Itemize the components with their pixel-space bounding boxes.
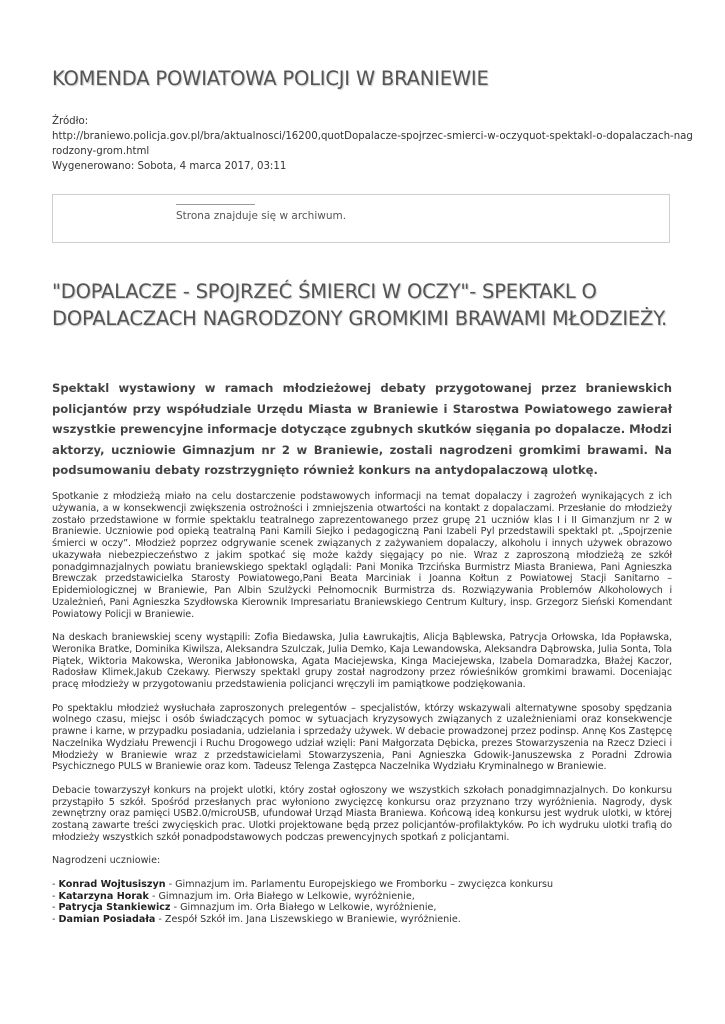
- article-lead: Spektakl wystawiony w ramach młodzieżowej debaty przygotowanej przez braniewskich policjantów przy współudziale Urzędu Miasta w Braniewie i Starostwa Powiatowego zawierał wszystkie prewencyjne informacje dotyczące zgubnych skutków sięgania po dopalacze. Młodzi aktorzy, uczniowie Gimnazjum nr 2 w Braniewie, zostali nagrodzeni gromkimi brawami. Na podsumowaniu debaty rozstrzygnięto również konkurs na antydopalaczową ulotkę.: [52, 381, 672, 477]
- archive-notice-box: [52, 194, 670, 243]
- award-detail: - Gimnazjum im. Orła Białego w Lelkowie, wyróżnienie,: [170, 902, 437, 914]
- award-name: Damian Posiadała: [58, 914, 156, 925]
- body-paragraph: Po spektaklu młodzież wysłuchała zaproszonych prelegentów – specjalistów, którzy wskazywali alternatywne sposoby spędzania wolnego czasu, miejsc i osób świadczących pomoc w sytuacjach kryzysowych związanych z uzależnieniami oraz konsekwencje prawne i karne, w przypadku posiadania, udzielania i sprzedaży używek. W debacie prowadzonej przez podinsp. Annę Kos Zastępcę Naczelnika Wydziału Prewencji i Ruchu Drogowego udział wzięli: Pani Małgorzata Dębicka, prezes Stowarzyszenia na Rzecz Dzieci i Młodzieży w Braniewie wraz z przedstawicielami Stowarzyszenia, Pani Agnieszka Gdowik-Januszewska z Poradni Zdrowia Psychicznego PULS w Braniewie oraz kom. Tadeusz Telenga Zastępca Naczelnika Wydziału Kryminalnego w Braniewie.: [52, 702, 672, 773]
- generated-timestamp: Wygenerowano: Sobota, 4 marca 2017, 03:11: [52, 161, 287, 172]
- award-name: Patrycja Stankiewicz: [58, 902, 171, 914]
- site-title: KOMENDA POWIATOWA POLICJI W BRANIEWIE: [52, 67, 489, 90]
- award-prefix: -: [52, 902, 59, 914]
- article-body: [52, 491, 672, 926]
- source-block: [52, 114, 693, 174]
- award-prefix: -: [52, 914, 59, 925]
- awards-intro: Nagrodzeni uczniowie:: [52, 855, 161, 867]
- source-url-line-2: rodzony-grom.html: [52, 146, 150, 157]
- award-item: [52, 914, 672, 926]
- award-prefix: -: [52, 878, 59, 890]
- archive-notice-text: Strona znajduje się w archiwum.: [176, 210, 347, 222]
- award-detail: - Zespół Szkół im. Jana Liszewskiego w Braniewie, wyróżnienie.: [155, 914, 461, 925]
- source-url-line-1: http://braniewo.policja.gov.pl/bra/aktualnosci/16200,quotDopalacze-spojrzec-smierci-w-oczyquot-spektakl-o-dopalaczach-nag: [52, 131, 693, 142]
- award-item: [52, 879, 672, 891]
- award-detail: - Gimnazjum im. Orła Białego w Lelkowie, wyróżnienie,: [148, 890, 415, 902]
- award-name: Katarzyna Horak: [58, 890, 149, 902]
- award-item: [52, 902, 672, 914]
- body-paragraph: Na deskach braniewskiej sceny wystąpili: Zofia Biedawska, Julia Ławrukajtis, Alicja Bąblewska, Patrycja Orłowska, Ida Popławska, Weronika Bratke, Dominika Kiwilsza, Aleksandra Szulczak, Julia Demko, Kaja Lewandowska, Aleksandra Dąbrowska, Julia Sonta, Tola Piątek, Wiktoria Makowska, Weronika Jabłonowska, Agata Maciejewska, Kinga Maciejewska, Izabela Domaradzka, Błażej Kaczor, Radosław Klimek,Jakub Czekawy. Pierwszy spektakl grupy został nagrodzony przez rówieśników gromkimi brawami. Doceniając pracę młodzieży w przygotowaniu przedstawienia policjanci wręczyli im pamiątkowe podziękowania.: [52, 632, 672, 690]
- award-item: [52, 891, 672, 903]
- award-prefix: -: [52, 890, 59, 902]
- archive-notice-divider: [176, 204, 255, 205]
- article-title: "DOPALACZE - SPOJRZEĆ ŚMIERCI W OCZY"- SPEKTAKL O DOPALACZACH NAGRODZONY GROMKIMI BRAWAMI MŁODZIEŻY.: [52, 280, 667, 330]
- award-name: Konrad Wojtusiszyn: [58, 878, 166, 890]
- body-paragraph: Spotkanie z młodzieżą miało na celu dostarczenie podstawowych informacji na temat dopalaczy i zagrożeń wynikających z ich używania, a w konsekwencji zwiększenia ostrożności i zmniejszenia otwartości na kontakt z dopalaczami. Przesłanie do młodzieży zostało przedstawione w formie spektaklu teatralnego zaprezentowanego przez grupę 21 uczniów klas I i II Gimanzjum nr 2 w Braniewie. Uczniowie pod opieką teatralną Pani Kamili Siejko i pedagogiczną Pani Izabeli Pyl przedstawili spektakl pt. „Spojrzenie śmierci w oczy”. Młodzież poprzez odgrywanie scenek związanych z zażywaniem dopalaczy, alkoholu i innych używek obrazowo ukazywała niebezpieczeństwo z jakim spotkać się może każdy sięgający po nie. Wraz z zaproszoną młodzieżą ze szkół ponadgimnazjalnych powiatu braniewskiego spektakl oglądali: Pani Monika Trzcińska Burmistrz Miasta Braniewa, Pani Agnieszka Brewczak przedstawicielka Starosty Powiatowego,Pani Beata Marciniak i Joanna Kołtun z Powiatowej Stacji Sanitarno – Epidemiologicznej w Braniewie, Pan Albin Szulżycki Pełnomocnik Burmistrza ds. Rozwiązywania Problemów Alkoholowych i Uzależnień, Pani Agnieszka Szydłowska Kierownik Impresariatu Braniewskiego Centrum Kultury, insp. Grzegorz Sieński Komendant Powiatowy Policji w Braniewie.: [52, 491, 672, 620]
- source-label: Źródło:: [52, 116, 89, 127]
- award-detail: - Gimnazjum im. Parlamentu Europejskiego we Fromborku – zwycięzca konkursu: [165, 878, 554, 890]
- awards-list: [52, 879, 672, 926]
- body-paragraph: Debacie towarzyszył konkurs na projekt ulotki, który został ogłoszony we wszystkich szkołach ponadgimnazjalnych. Do konkursu przystąpiło 5 szkół. Spośród przesłanych prac wyłoniono zwycięzcę konkursu oraz przyznano trzy wyróżnienia. Nagrody, dysk zewnętrzny oraz pamięci USB2.0/microUSB, ufundował Urząd Miasta Braniewa. Końcową ideą konkursu jest wydruk ulotki, w której zostaną zawarte treści zwycięskich prac. Ulotki projektowane będą przez policjantów-profilaktyków. Po ich wydruku ulotki trafią do młodzieży wszystkich szkół ponadpodstawowych podczas prewencyjnych spotkań z policjantami.: [52, 784, 672, 843]
